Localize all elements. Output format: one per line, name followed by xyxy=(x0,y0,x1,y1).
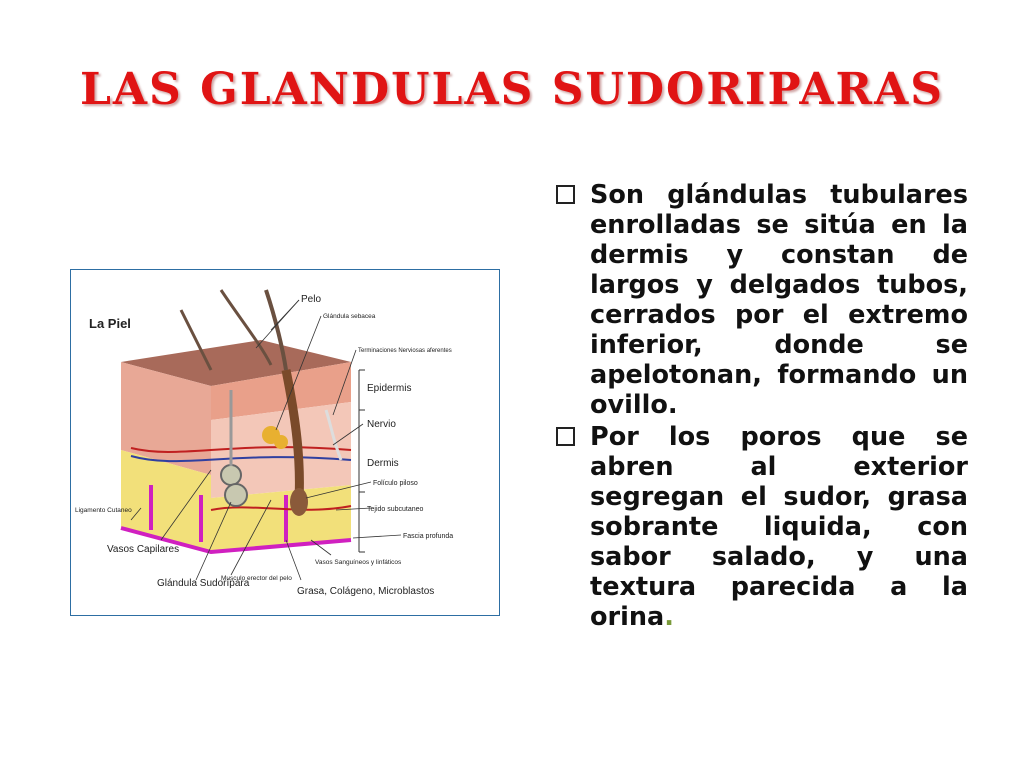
label-vasos-sanguineos: Vasos Sanguíneos y linfáticos xyxy=(315,559,402,566)
bullet-text: Por los poros que se abren al exterior segregan el sudor, grasa sobrante liquida, con sabor salado, y una textura parecida a la orina. xyxy=(590,422,968,632)
skin-diagram xyxy=(70,269,500,616)
diagram-heading: La Piel xyxy=(89,316,131,331)
bullet-item xyxy=(556,422,968,632)
label-terminaciones: Terminaciones Nerviosas aferentes xyxy=(358,348,452,354)
square-bullet-icon xyxy=(556,185,575,204)
slide-title: LAS GLANDULAS SUDORIPARAS xyxy=(79,64,945,115)
label-epidermis: Epidermis xyxy=(367,383,412,394)
label-pelo: Pelo xyxy=(301,294,322,305)
label-dermis: Dermis xyxy=(367,458,399,469)
label-glandula-sebacea: Glándula sebacea xyxy=(323,313,376,320)
square-bullet-icon xyxy=(556,427,575,446)
sweat-gland-coil xyxy=(225,484,247,506)
bullet-text: Son glándulas tubulares enrolladas se sitúa en la dermis y constan de largos y delgados tubos, cerrados por el extremo inferior, donde se apelotonan, formando un ovillo. xyxy=(590,180,968,420)
bullet-item xyxy=(556,180,968,420)
label-ligamento: Ligamento Cutaneo xyxy=(75,507,132,514)
label-foliculo: Folículo piloso xyxy=(373,480,418,487)
label-glandula-sudoripara: Glándula Sudorípara xyxy=(157,578,250,589)
hair-bulb xyxy=(290,488,308,516)
sebaceous-gland xyxy=(274,435,288,449)
label-fascia: Fascia profunda xyxy=(403,533,454,540)
label-vasos-capilares: Vasos Capilares xyxy=(107,544,180,555)
label-musculo: Musculo erector del pelo xyxy=(221,575,292,582)
label-grasa: Grasa, Colágeno, Microblastos xyxy=(297,586,435,597)
skin-illustration xyxy=(71,270,500,616)
bullet-list xyxy=(556,180,968,634)
label-tejido: Tejido subcutaneo xyxy=(367,506,424,513)
label-nervio: Nervio xyxy=(367,419,396,430)
sweat-gland-coil xyxy=(221,465,241,485)
